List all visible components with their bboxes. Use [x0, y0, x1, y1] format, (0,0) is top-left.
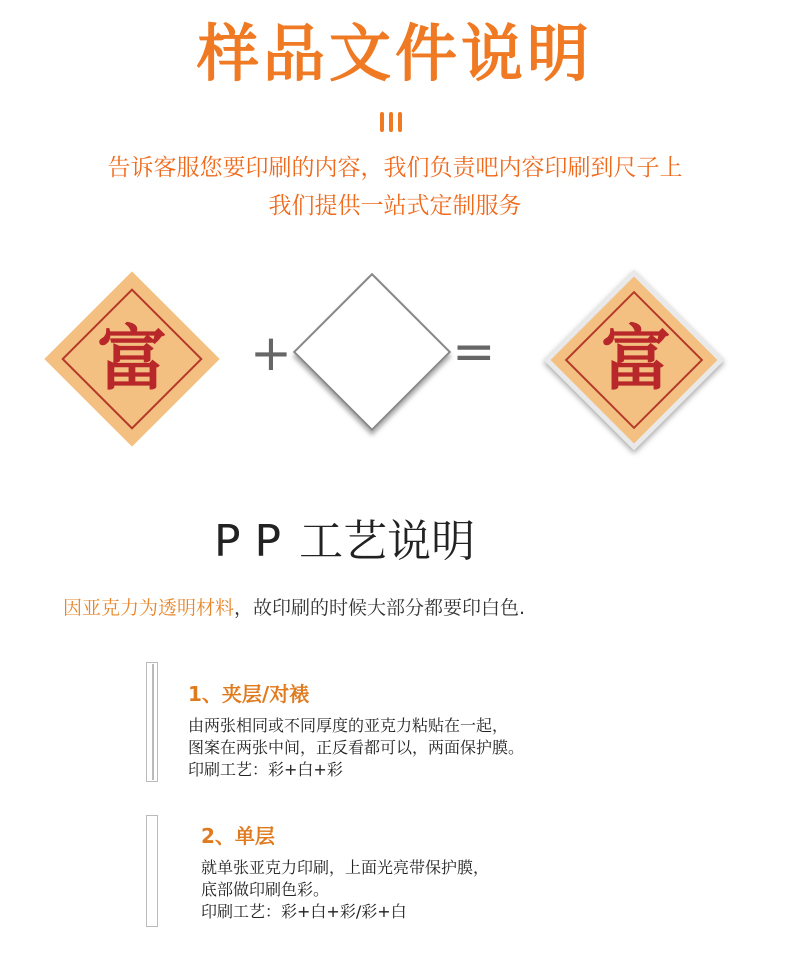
section-1-heading: 1、夹层/对裱	[188, 682, 310, 706]
section-2-heading: 2、单层	[201, 824, 275, 848]
laminated-layer-divider	[152, 664, 154, 780]
pp-section-title	[214, 512, 475, 572]
title-decoration	[380, 112, 410, 134]
section-2-line: 底部做印刷色彩。	[201, 880, 330, 899]
blank-acrylic-diamond	[293, 273, 451, 431]
single-layer-icon	[146, 815, 158, 927]
section-1-line: 印刷工艺：彩+白+彩	[188, 760, 343, 779]
equals-sign: =	[452, 322, 496, 382]
pp-description-highlight: 因亚克力为透明材料	[63, 597, 235, 619]
sample-glyph-left: 富	[97, 318, 167, 400]
pp-title-prefix: PP	[214, 516, 296, 567]
pp-title-rest: 工艺说明	[299, 516, 476, 567]
sample-glyph-right: 富	[601, 318, 671, 400]
section-2-line: 就单张亚克力印刷，上面光亮带保护膜，	[201, 858, 490, 877]
section-1-body	[188, 715, 524, 781]
pp-description	[63, 594, 525, 622]
plus-sign: +	[250, 324, 292, 382]
subtitle-line-1: 告诉客服您要印刷的内容，我们负责吧内容印刷到尺子上	[107, 155, 683, 181]
section-1-line: 由两张相同或不同厚度的亚克力粘贴在一起，	[188, 716, 509, 735]
section-2-body	[201, 857, 489, 923]
section-1-line: 图案在两张中间，正反看都可以，两面保护膜。	[188, 738, 525, 757]
page-title: 样品文件说明	[196, 17, 593, 90]
subtitle-line-2: 我们提供一站式定制服务	[268, 193, 522, 219]
pp-description-rest: ，故印刷的时候大部分都要印白色.	[234, 597, 526, 619]
section-2-line: 印刷工艺：彩+白+彩/彩+白	[201, 902, 407, 921]
